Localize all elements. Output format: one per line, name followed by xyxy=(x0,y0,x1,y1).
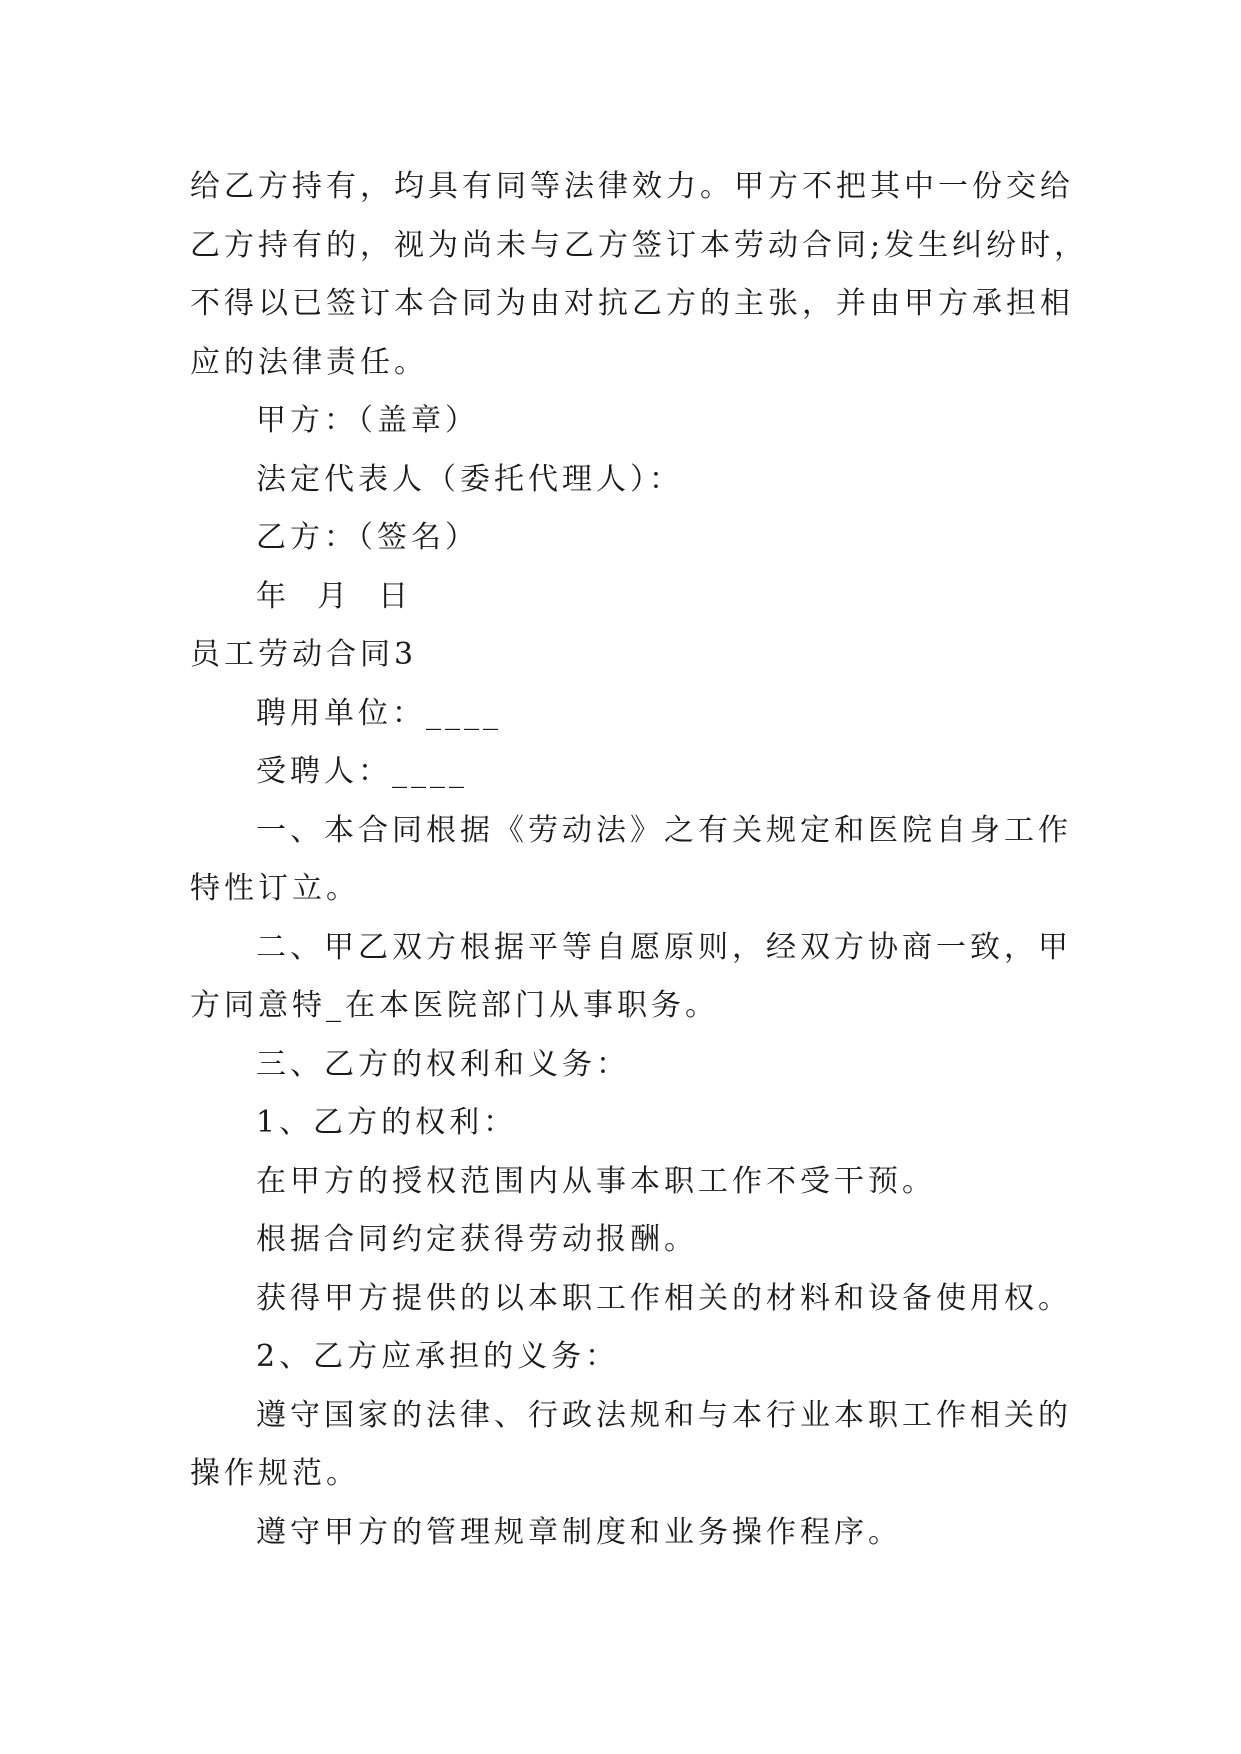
legal-representative-line: 法定代表人（委托代理人）： xyxy=(256,461,683,497)
paragraph-line: 二、甲乙双方根据平等自愿原则，经双方协商一致，甲 xyxy=(256,929,1072,965)
list-item: 遵守甲方的管理规章制度和业务操作程序。 xyxy=(256,1514,902,1550)
contract-title: 员工劳动合同3 xyxy=(190,637,418,672)
subsection-heading: 1、乙方的权利： xyxy=(256,1105,518,1140)
paragraph-line: 给乙方持有，均具有同等法律效力。甲方不把其中一份交给 xyxy=(190,169,1074,204)
paragraph-line: 特性订立。 xyxy=(190,871,360,906)
paragraph-line: 一、本合同根据《劳动法》之有关规定和医院自身工作 xyxy=(256,812,1072,848)
list-item: 根据合同约定获得劳动报酬。 xyxy=(256,1222,698,1257)
document-body xyxy=(190,158,1089,1562)
subsection-heading: 2、乙方应承担的义务： xyxy=(256,1339,620,1374)
paragraph-line: 方同意特_在本医院部门从事职务。 xyxy=(190,988,719,1023)
paragraph-line: 乙方持有的，视为尚未与乙方签订本劳动合同;发生纠纷时， xyxy=(190,227,1089,263)
employee-line: 受聘人：____ xyxy=(256,754,468,789)
party-a-seal-line: 甲方：（盖章） xyxy=(256,403,479,438)
list-item: 遵守国家的法律、行政法规和与本行业本职工作相关的 xyxy=(256,1397,1072,1433)
list-item-continuation: 操作规范。 xyxy=(190,1456,360,1491)
paragraph-line: 应的法律责任。 xyxy=(190,344,428,380)
section-heading: 三、乙方的权利和义务： xyxy=(256,1046,630,1082)
list-item: 获得甲方提供的以本职工作相关的材料和设备使用权。 xyxy=(256,1280,1072,1316)
paragraph-line: 不得以已签订本合同为由对抗乙方的主张，并由甲方承担相 xyxy=(190,286,1074,321)
employer-line: 聘用单位：____ xyxy=(256,695,502,731)
date-line: 年 月 日 xyxy=(256,578,413,614)
party-b-signature-line: 乙方：（签名） xyxy=(256,520,479,555)
list-item: 在甲方的授权范围内从事本职工作不受干预。 xyxy=(256,1163,936,1199)
